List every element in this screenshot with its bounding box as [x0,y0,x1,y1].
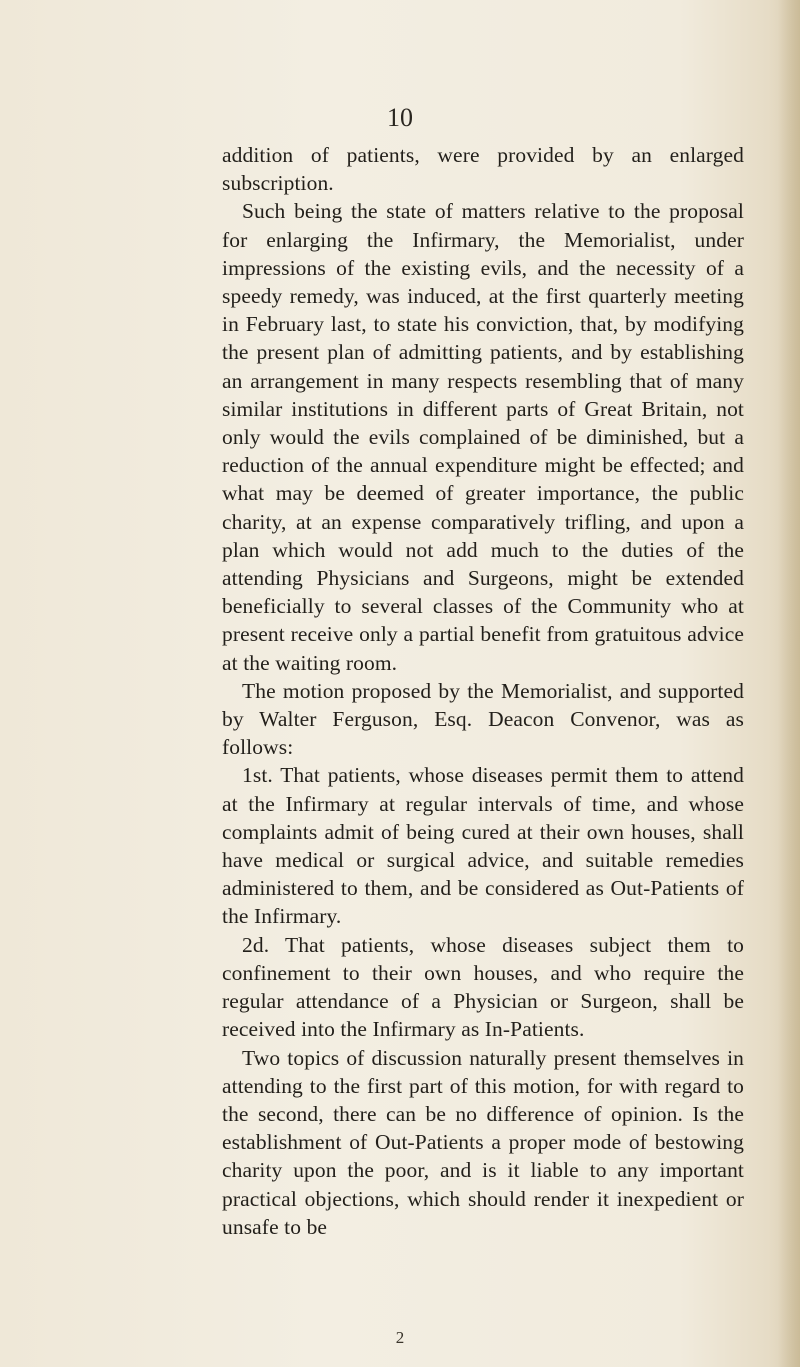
paragraph-4: 1st. That patients, whose diseases permit them to attend at the Infirmary at regular intervals of time, and whose complaints admit of being cured at their own houses, shall have medical or surgical advice, and suitable remedies administered to them, and be considered as Out-Patients of the Infirmary. [222,763,744,929]
paragraph-1: addition of patients, were provided by an enlarged subscription. [222,143,744,196]
paragraph-5: 2d. That patients, whose diseases subject them to confinement to their own houses, and who require the regular attendance of a Physician or Surgeon, shall be received into the Infirmary as In-Patients. [222,932,744,1042]
paragraph-6: Two topics of discussion naturally present themselves in attending to the first part of this motion, for with regard to the second, there can be no difference of opinion. Is the establishment of Out-Patients a proper mode of bestowing charity upon the poor, and is it liable to any important practical objections, which should render it inexpedient or unsafe to be [222,1045,744,1239]
paragraph-3: The motion proposed by the Memorialist, and supported by Walter Ferguson, Esq. Deacon Convenor, was as follows: [222,678,744,760]
paragraph-2: Such being the state of matters relative to the proposal for enlarging the Infirmary, the Memorialist, under impressions of the existing evils, and the necessity of a speedy remedy, was induced, at the first quarterly meeting in February last, to state his conviction, that, by modifying the present plan of admitting patients, and by establishing an arrangement in many respects resembling that of many similar institutions in different parts of Great Britain, not only would the evils complained of be diminished, but a reduction of the annual expenditure might be effected; and what may be deemed of greater importance, the public charity, at an expense comparatively trifling, and upon a plan which would not add much to the duties of the attending Physicians and Surgeons, might be extended beneficially to several classes of the Community who at present receive only a partial benefit from gratuitous advice at the waiting room. [222,199,744,675]
body-text [222,141,744,1241]
page-edge-shadow [778,0,800,1367]
signature-mark: 2 [395,1328,405,1347]
page-number: 10 [387,103,413,132]
